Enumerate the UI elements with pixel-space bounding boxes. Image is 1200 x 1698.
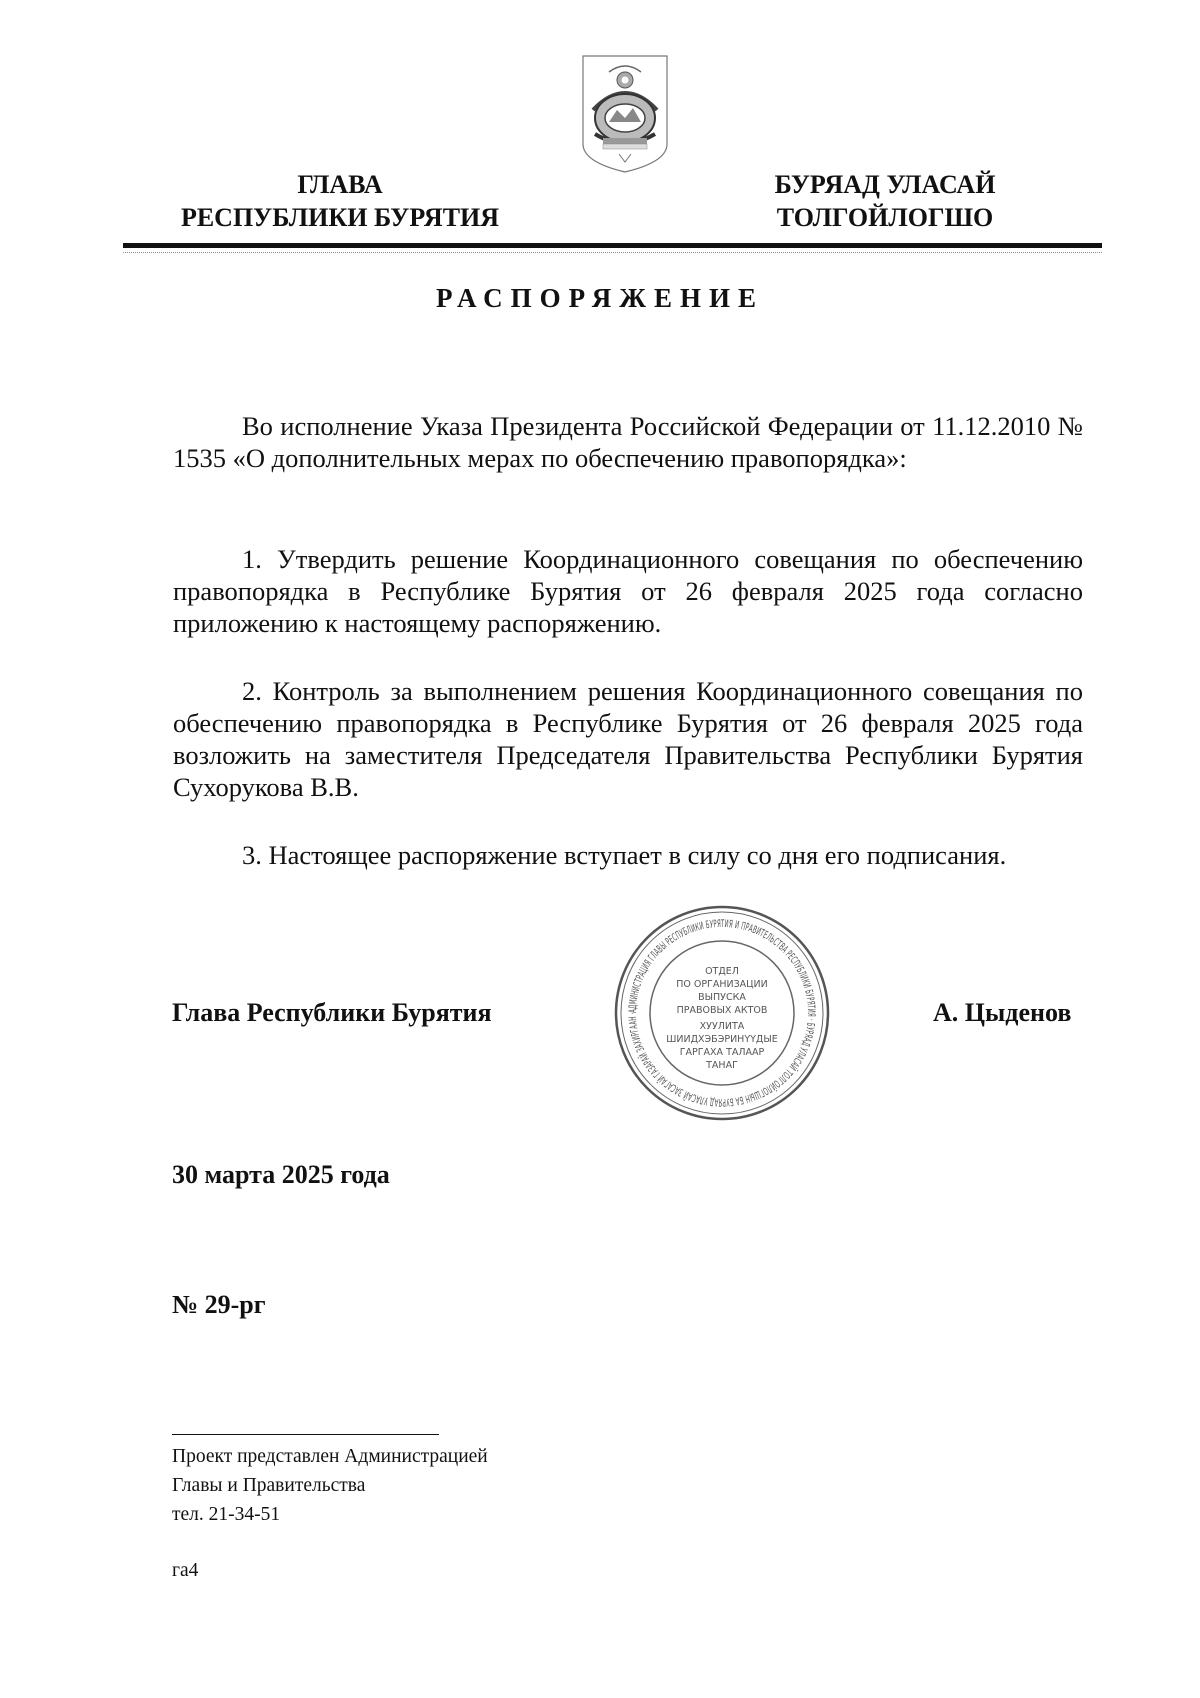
document-date: 30 марта 2025 года [172,1160,390,1189]
seal-line: ОТДЕЛ [705,966,739,977]
header-divider-thick [123,243,1102,248]
footer-line1: Проект представлен Администрацией [172,1446,488,1467]
document-type: РАСПОРЯЖЕНИЕ [435,283,765,313]
footer-line2: Главы и Правительства [172,1475,366,1496]
paragraph-item-1: 1. Утвердить решение Координационного совещания по обеспечению правопорядка в Республике Бурятия от 26 февраля 2025 года согласно приложению к настоящему распоряжению. [173,544,1083,638]
seal-outer-text: АДМИНИСТРАЦИЯ ГЛАВЫ РЕСПУБЛИКИ БУРЯТИЯ И ПРАВИТЕЛЬСТВА РЕСПУБЛИКИ БУРЯТИЯ · БУРЯАД УЛАСАЙ ТОЛГОЙЛОГШЫН БА БУРЯАД УЛАСАЙ ЗАСАГАЙ ГАЗАРАЙ ЗАХИРГААН · [626,917,818,1109]
seal-line: ТАНАГ [706,1060,738,1071]
footer-note [172,1442,488,1529]
paragraph-item-3: 3. Настоящее распоряжение вступает в силу со дня его подписания. [242,840,1007,870]
header-right-line1: БУРЯАД УЛАСАЙ [774,170,996,199]
header-left-line1: ГЛАВА [297,170,383,199]
footer-divider [172,1434,439,1435]
header-divider-thin [123,252,1102,253]
paragraph-item-2: 2. Контроль за выполнением решения Координационного совещания по обеспечению правопорядка в Республике Бурятия от 26 февраля 2025 года возложить на заместителя Председателя Правительства Республики Бурятия Сухорукова В.В. [173,676,1083,802]
seal-line: ХУУЛИТА [699,1021,745,1032]
signatory-title: Глава Республики Бурятия [172,998,492,1027]
paragraph-preamble: Во исполнение Указа Президента Российской Федерации от 11.12.2010 № 1535 «О дополнительных мерах по обеспечению правопорядка»: [173,411,1083,473]
header-left [140,168,540,234]
signatory-name: А. Цыденов [933,998,1072,1027]
seal-line: ПРАВОВЫХ АКТОВ [676,1005,768,1016]
header-right [735,168,1035,234]
footer-code: га4 [172,1560,199,1581]
footer-line3: тел. 21-34-51 [172,1504,281,1525]
seal-line: ВЫПУСКА [698,992,746,1003]
seal-line: ГАРГАХА ТАЛААР [679,1047,765,1058]
header-right-line2: ТОЛГОЙЛОГШО [776,203,994,232]
seal-line: ПО ОРГАНИЗАЦИИ [676,979,768,990]
document-number: № 29-рг [172,1290,266,1319]
coat-of-arms-icon [579,52,671,174]
header-left-line2: РЕСПУБЛИКИ БУРЯТИЯ [180,203,500,232]
seal-line: ШИИДХЭБЭРИНҮҮДЫЕ [666,1034,778,1045]
official-seal-icon [611,902,833,1124]
